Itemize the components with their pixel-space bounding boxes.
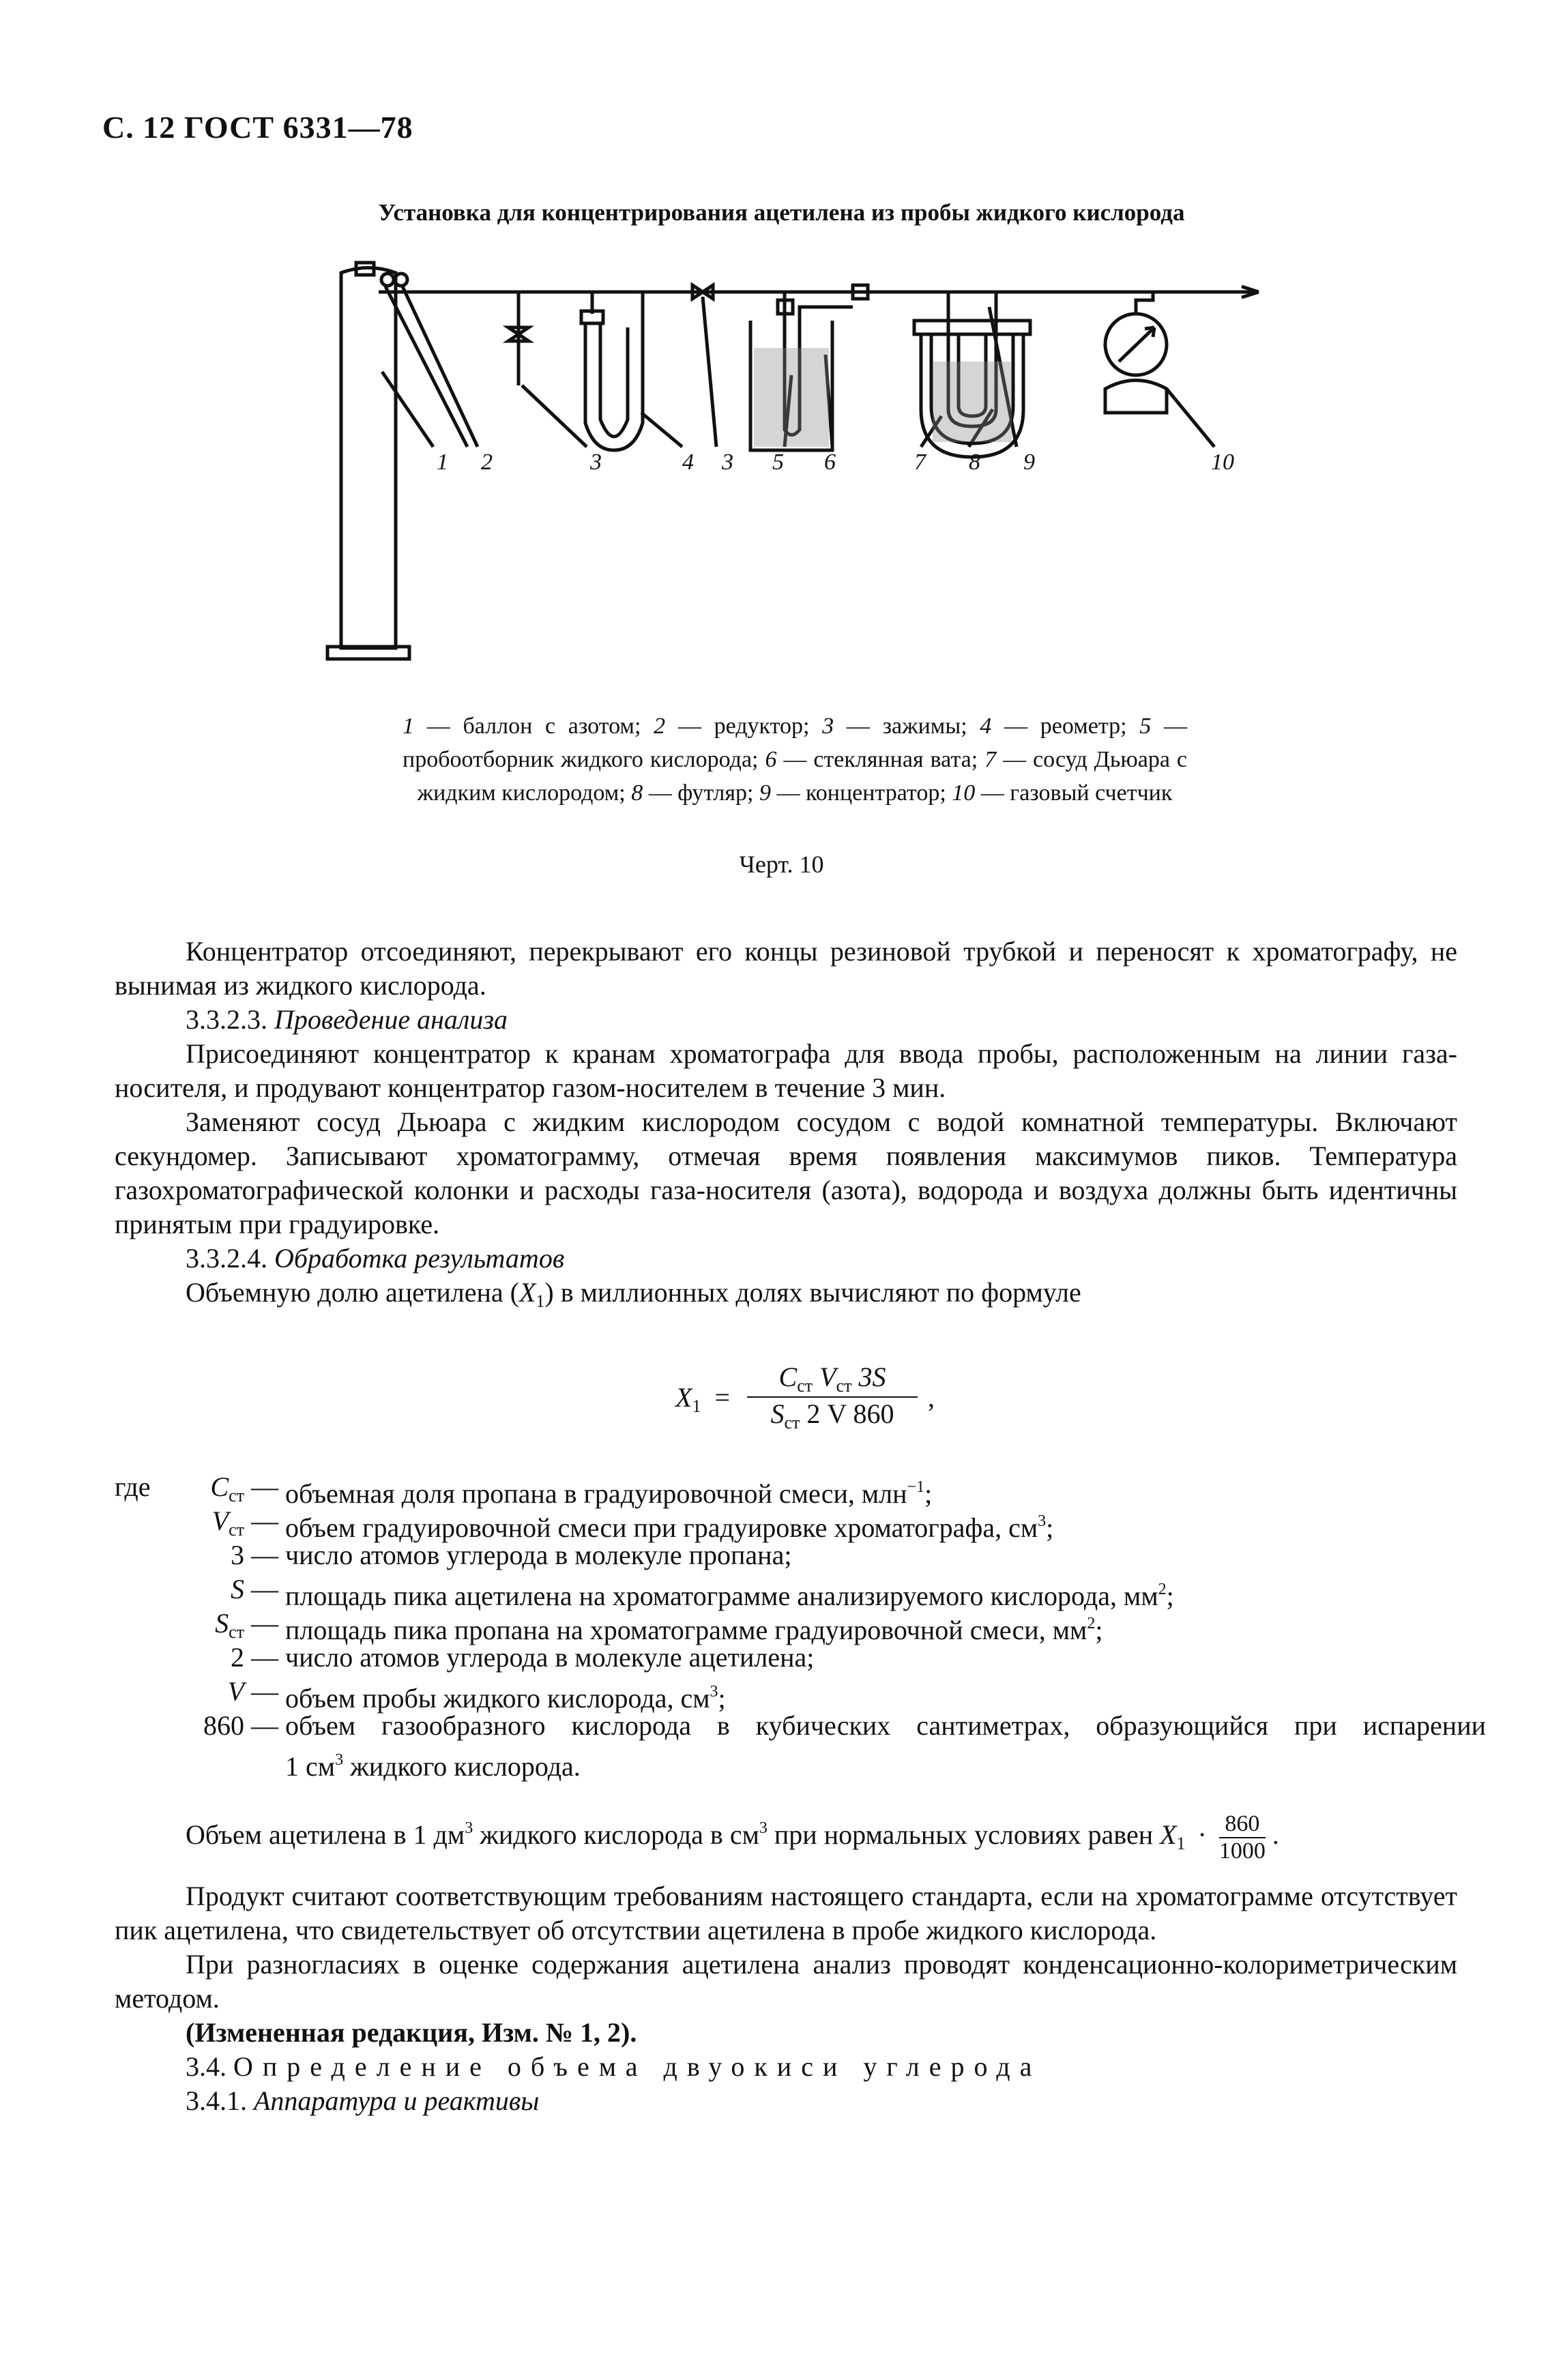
- reducer-gauge: [381, 274, 394, 286]
- formula-fraction: [747, 1361, 918, 1433]
- acetylene-volume-line: Объем ацетилена в 1 $дм^3$ жидкого кислорода в $см^3$ при нормальных условиях равен $X_1$ · $\frac{860}{1000}$ .: [186, 1811, 1279, 1864]
- legend-continuation: 1 $см^3$ жидкого кислорода.: [285, 1751, 581, 1782]
- figure-label: 7: [914, 450, 926, 475]
- caption-num: 8: [631, 780, 643, 806]
- formula-denominator: $S_{ст}$ 2 V 860: [770, 1398, 894, 1433]
- caption-text: — концентратор;: [770, 780, 952, 806]
- figure-label: 6: [824, 450, 836, 475]
- caption-num: 2: [654, 714, 666, 739]
- page-header: С. 12 ГОСТ 6331—78: [102, 110, 413, 145]
- caption-text: — реометр;: [991, 714, 1140, 739]
- where-word: где: [115, 1471, 151, 1502]
- legend-item: 860 — объем газообразного кислорода в кубических сантиметрах, образующийся при испарении: [203, 1710, 1486, 1741]
- variable-legend: [115, 1470, 1486, 1782]
- caption-text: — редуктор;: [665, 714, 823, 739]
- apparatus-diagram: [314, 252, 1283, 682]
- amendment-note: (Измененная редакция, Изм. № 1, 2).: [186, 2017, 637, 2048]
- formula-numerator: $C_{ст}$ $V_{ст}$ 3S: [747, 1361, 918, 1398]
- legend-item: V — объем пробы жидкого кислорода, $см^3$;: [227, 1676, 726, 1714]
- legend-item: $V_{ст}$ — объем градуировочной смеси при градуировке хроматографа, $см^3$;: [211, 1505, 1054, 1543]
- caption-num: 4: [980, 714, 992, 739]
- figure-label: 3: [590, 450, 602, 475]
- paragraph-5: Продукт считают соответствующим требованиям настоящего стандарта, если на хроматограмме отсутствует пик ацетилена, что свидетельствует об отсутствии ацетилена в пробе жидкого кислорода.: [115, 1881, 1457, 1945]
- caption-num: 7: [984, 747, 997, 772]
- nitrogen-cylinder: [341, 268, 396, 649]
- figure-label: 4: [682, 450, 694, 475]
- caption-num: 6: [765, 747, 777, 772]
- figure-number: Черт. 10: [739, 851, 824, 878]
- formula-lhs: $X_1$ =: [675, 1382, 730, 1416]
- caption-text: — сосуд Дьюара с жидким кислородом;: [417, 747, 1187, 806]
- figure-caption: [403, 709, 1187, 810]
- caption-num: 1: [403, 714, 414, 739]
- section-title: Обработка результатов: [274, 1243, 565, 1274]
- paragraph-6: При разногласиях в оценке содержания ацетилена анализ проводят конденсационно-колориметрическим методом.: [115, 1949, 1457, 2014]
- legend-item: $C_{ст}$ — объемная доля пропана в градуировочной смеси, млн$^{-1}$;: [210, 1471, 933, 1509]
- paragraph-3: Заменяют сосуд Дьюара с жидким кислородом сосудом с водой комнатной температуры. Включают секундомер. Записывают хроматограмму, отмечая время появления максимумов пиков. Температура газохроматографической колонки и расходы газа-носителя (азота), водорода и воздуха должны быть идентичны принятым при градуировке.: [115, 1106, 1457, 1239]
- dewar-lid: [914, 321, 1030, 334]
- caption-text: — баллон с азотом;: [414, 714, 654, 739]
- section-number: 3.3.2.4.: [186, 1243, 274, 1274]
- legend-item: 2 — число атомов углерода в молекуле ацетилена;: [231, 1642, 815, 1673]
- figure-label: 5: [772, 450, 784, 475]
- section-341-heading: 3.4.1. Аппаратура и реактивы: [186, 2085, 540, 2116]
- section-34-heading: 3.4. Определение объема двуокиси углерода: [186, 2051, 1042, 2082]
- caption-text: — пробоотборник жидкого кислорода;: [403, 714, 1188, 772]
- caption-text: — зажимы;: [834, 714, 980, 739]
- caption-text: — стеклянная вата;: [776, 747, 985, 772]
- liquid-oxygen-fill: [933, 362, 1012, 442]
- caption-text: — футляр;: [643, 780, 759, 806]
- legend-item: $S_{ст}$ — площадь пика пропана на хроматограмме градуировочной смеси, $мм^2$;: [215, 1608, 1103, 1645]
- glass-wool-fill: [754, 348, 829, 447]
- section-3324-heading: [186, 1242, 1457, 1276]
- legend-item: S — площадь пика ацетилена на хроматограмме анализируемого кислорода, $мм^2$;: [231, 1574, 1174, 1611]
- caption-num: 10: [952, 780, 976, 806]
- figure-labels: [437, 450, 1234, 475]
- volume-fraction: $\frac{860}{1000}$: [1218, 1811, 1266, 1864]
- section-3323-heading: [186, 1003, 1457, 1037]
- formula: [675, 1361, 969, 1436]
- section-title: Проведение анализа: [274, 1004, 508, 1035]
- paragraph-1: Концентратор отсоединяют, перекрывают его концы резиновой трубкой и переносят к хроматографу, не вынимая из жидкого кислорода.: [115, 936, 1457, 1001]
- figure-label: 2: [481, 450, 493, 475]
- section-number: 3.3.2.3.: [186, 1004, 274, 1035]
- caption-num: 9: [759, 780, 771, 806]
- formula-comma: ,: [928, 1382, 935, 1413]
- figure-title: Установка для концентрирования ацетилена из пробы жидкого кислорода: [378, 199, 1185, 226]
- figure-label: 9: [1023, 450, 1035, 475]
- caption-text: — газовый счетчик: [975, 780, 1173, 806]
- figure-label: 10: [1211, 450, 1234, 475]
- figure-label: 1: [437, 450, 448, 475]
- caption-num: 3: [822, 714, 834, 739]
- caption-num: 5: [1139, 714, 1152, 739]
- legend-item: 3 — число атомов углерода в молекуле пропана;: [231, 1540, 792, 1570]
- figure-label: 3: [722, 450, 733, 475]
- rheometer: [585, 323, 643, 450]
- figure-label: 8: [969, 450, 980, 475]
- paragraph-4: Объемную долю ацетилена $(X_1)$ в миллионных долях вычисляют по формуле: [186, 1277, 1081, 1311]
- paragraph-2: Присоединяют концентратор к кранам хроматографа для ввода пробы, расположенным на линии газа-носителя, и продувают концентратор газом-носителем в течение 3 мин.: [115, 1038, 1457, 1103]
